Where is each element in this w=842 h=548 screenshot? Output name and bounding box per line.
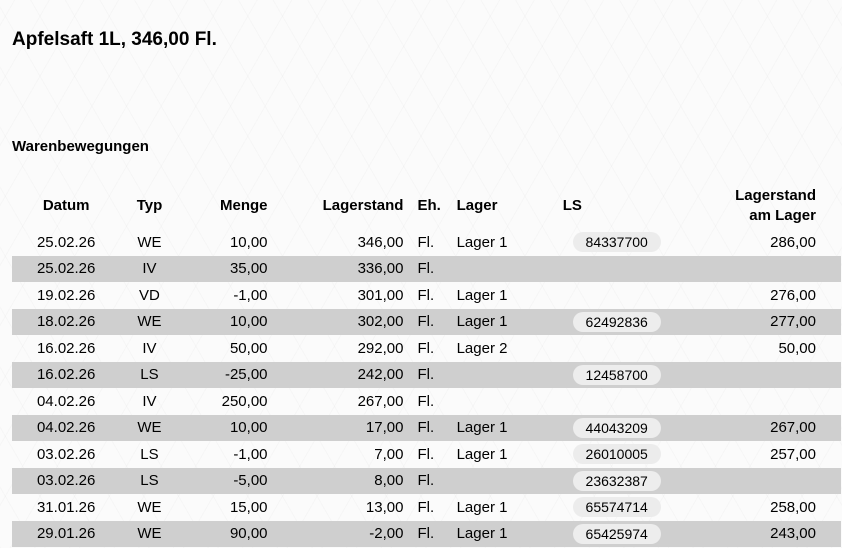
cell-menge: -25,00 — [179, 362, 268, 389]
cell-lagerstand-am-lager: 243,00 — [678, 521, 841, 548]
cell-eh: Fl. — [417, 392, 435, 410]
cell-typ: LS — [140, 445, 159, 463]
col-header-datum[interactable]: Datum — [42, 197, 90, 214]
cell-typ: WE — [120, 415, 178, 442]
table-row[interactable] — [12, 494, 841, 521]
cell-lagerstand-am-lager: 257,00 — [770, 445, 816, 463]
col-header-typ[interactable]: Typ — [136, 197, 163, 214]
cell-menge: 90,00 — [179, 521, 268, 548]
cell-lager: Lager 1 — [456, 233, 508, 251]
ls-number-badge[interactable]: 44043209 — [573, 418, 661, 438]
ls-number-badge[interactable]: 84337700 — [573, 232, 661, 252]
table-row[interactable] — [12, 335, 841, 362]
col-header-ls-label: LS — [562, 197, 582, 214]
cell-typ: IV — [142, 392, 157, 410]
cell-eh: Fl. — [403, 415, 456, 442]
cell-lager — [457, 256, 554, 283]
cell-datum: 03.02.26 — [12, 468, 120, 495]
col-header-lager[interactable]: Lager — [456, 197, 498, 214]
movements-table — [12, 183, 841, 547]
col-header-lal-line2: am Lager — [749, 207, 816, 224]
cell-datum: 31.01.26 — [36, 498, 96, 516]
cell-ls — [554, 468, 679, 495]
cell-lagerstand-am-lager: 258,00 — [770, 498, 816, 516]
cell-datum: 04.02.26 — [36, 392, 96, 410]
cell-typ: WE — [137, 498, 162, 516]
ls-number-badge[interactable]: 62492836 — [573, 312, 661, 332]
cell-lager: Lager 1 — [457, 521, 554, 548]
cell-eh: Fl. — [403, 468, 456, 495]
cell-menge: 35,00 — [179, 256, 268, 283]
cell-typ: VD — [139, 286, 160, 304]
table-row[interactable] — [12, 388, 841, 415]
cell-lager: Lager 1 — [456, 445, 508, 463]
cell-menge: -1,00 — [233, 286, 268, 304]
cell-ls — [554, 388, 679, 415]
table-row[interactable] — [12, 309, 841, 336]
cell-lagerstand: 267,00 — [357, 392, 404, 410]
cell-ls — [554, 441, 679, 468]
table-header-row — [12, 183, 841, 229]
cell-typ: WE — [120, 309, 178, 336]
cell-eh: Fl. — [403, 521, 456, 548]
cell-lagerstand: -2,00 — [268, 521, 404, 548]
cell-lagerstand: 336,00 — [268, 256, 404, 283]
cell-lagerstand: 7,00 — [374, 445, 404, 463]
cell-menge: 10,00 — [179, 309, 268, 336]
cell-menge: -1,00 — [233, 445, 268, 463]
cell-lager — [457, 468, 554, 495]
table-row[interactable] — [12, 229, 841, 256]
cell-datum: 04.02.26 — [12, 415, 120, 442]
cell-lager: Lager 1 — [456, 286, 508, 304]
cell-ls — [554, 309, 679, 336]
cell-ls — [554, 335, 679, 362]
cell-lager — [457, 362, 554, 389]
table-row[interactable] — [12, 415, 841, 442]
cell-lagerstand-am-lager: 277,00 — [678, 309, 841, 336]
col-header-eh[interactable]: Eh. — [417, 197, 441, 214]
col-header-lal-line1: Lagerstand — [735, 187, 816, 204]
section-title: Warenbewegungen — [12, 138, 149, 155]
table-row[interactable] — [12, 256, 841, 283]
cell-ls — [554, 521, 679, 548]
cell-lagerstand: 292,00 — [357, 339, 404, 357]
page-title: Apfelsaft 1L, 346,00 Fl. — [12, 29, 217, 50]
cell-eh: Fl. — [417, 233, 435, 251]
cell-eh: Fl. — [403, 309, 456, 336]
cell-typ: IV — [142, 339, 157, 357]
cell-menge: 50,00 — [229, 339, 268, 357]
cell-lagerstand-am-lager — [678, 256, 841, 283]
cell-lagerstand-am-lager — [678, 468, 841, 495]
cell-lagerstand: 302,00 — [268, 309, 404, 336]
cell-datum: 16.02.26 — [12, 362, 120, 389]
ls-number-badge[interactable]: 12458700 — [573, 365, 661, 385]
cell-lagerstand: 8,00 — [268, 468, 404, 495]
cell-datum: 16.02.26 — [36, 339, 96, 357]
cell-lager: Lager 1 — [457, 415, 554, 442]
cell-eh: Fl. — [417, 339, 435, 357]
cell-menge: 250,00 — [221, 392, 268, 410]
cell-lagerstand-am-lager: 267,00 — [678, 415, 841, 442]
cell-ls — [554, 494, 679, 521]
ls-number-badge[interactable]: 26010005 — [573, 444, 661, 464]
cell-lagerstand: 242,00 — [268, 362, 404, 389]
cell-typ: WE — [137, 233, 162, 251]
cell-menge: 10,00 — [229, 233, 268, 251]
ls-number-badge[interactable]: 65574714 — [573, 497, 661, 517]
cell-datum: 25.02.26 — [36, 233, 96, 251]
cell-typ: LS — [120, 468, 178, 495]
cell-lagerstand-am-lager — [678, 362, 841, 389]
ls-number-badge[interactable]: 23632387 — [573, 471, 661, 491]
cell-lager: Lager 1 — [456, 498, 508, 516]
cell-eh: Fl. — [403, 256, 456, 283]
cell-lagerstand-am-lager: 286,00 — [770, 233, 816, 251]
cell-lagerstand-am-lager: 50,00 — [778, 339, 816, 357]
table-row[interactable] — [12, 468, 841, 495]
cell-lagerstand: 301,00 — [357, 286, 404, 304]
col-header-ls[interactable] — [554, 183, 679, 229]
cell-lager — [457, 388, 554, 415]
cell-lagerstand: 17,00 — [268, 415, 404, 442]
cell-menge: 15,00 — [229, 498, 268, 516]
table-row[interactable] — [12, 441, 841, 468]
cell-lagerstand-am-lager: 276,00 — [770, 286, 816, 304]
cell-ls — [554, 282, 679, 309]
cell-lagerstand: 13,00 — [365, 498, 404, 516]
cell-datum: 19.02.26 — [36, 286, 96, 304]
cell-typ: LS — [120, 362, 178, 389]
cell-ls — [554, 362, 679, 389]
cell-typ: IV — [120, 256, 178, 283]
col-header-menge[interactable]: Menge — [220, 197, 268, 214]
cell-datum: 29.01.26 — [12, 521, 120, 548]
cell-lagerstand: 346,00 — [357, 233, 404, 251]
ls-number-badge[interactable]: 65425974 — [573, 524, 661, 544]
cell-menge: 10,00 — [179, 415, 268, 442]
cell-eh: Fl. — [403, 362, 456, 389]
cell-datum: 03.02.26 — [36, 445, 96, 463]
cell-typ: WE — [120, 521, 178, 548]
cell-datum: 18.02.26 — [12, 309, 120, 336]
cell-eh: Fl. — [417, 498, 435, 516]
table-row[interactable] — [12, 282, 841, 309]
table-row[interactable] — [12, 521, 841, 548]
cell-lager: Lager 2 — [456, 339, 508, 357]
col-header-lagerstand-am-lager[interactable] — [678, 183, 841, 229]
cell-datum: 25.02.26 — [12, 256, 120, 283]
cell-lagerstand-am-lager — [678, 388, 841, 415]
table-row[interactable] — [12, 362, 841, 389]
cell-ls — [554, 256, 679, 283]
cell-lager: Lager 1 — [457, 309, 554, 336]
cell-ls — [554, 229, 679, 256]
col-header-lagerstand[interactable]: Lagerstand — [322, 197, 404, 214]
cell-ls — [554, 415, 679, 442]
cell-eh: Fl. — [417, 445, 435, 463]
cell-menge: -5,00 — [179, 468, 268, 495]
cell-eh: Fl. — [417, 286, 435, 304]
